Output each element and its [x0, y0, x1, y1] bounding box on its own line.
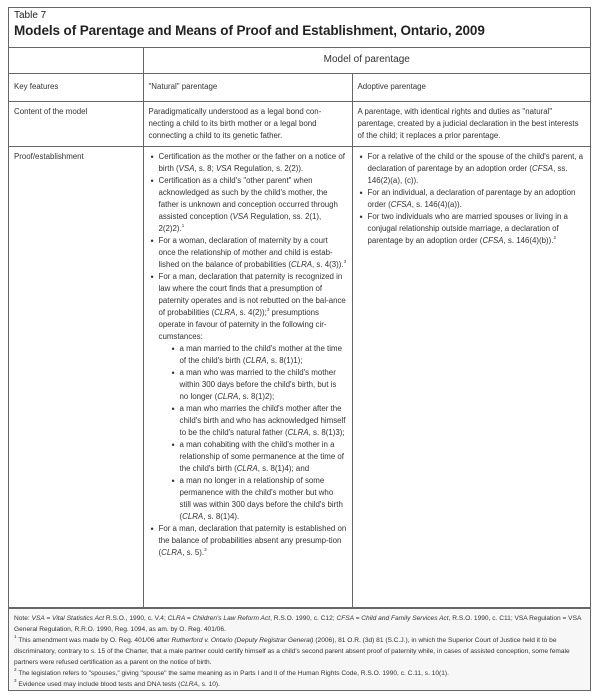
footnote	[14, 635, 585, 668]
text-segment: presumptions operate in favour of paternity in the following cir-cumstances:	[158, 308, 327, 341]
text-segment: , s. 10).	[197, 681, 220, 688]
table-title: Models of Parentage and Means of Proof and Establishment, Ontario, 2009	[14, 23, 485, 38]
text-segment: , s. 8(1)1);	[266, 356, 303, 365]
text-segment: a man no longer in a relationship of some permanence with the child's mother but who still was within 300 days before the child's birth (	[179, 476, 343, 521]
list-item	[159, 151, 347, 175]
text-segment: a man who marries the child's mother after the child's birth and who has acknowledged himself to be the child's natural father (	[179, 404, 346, 437]
footnote-ref: 3	[266, 307, 270, 312]
text-segment: , s. 146(4)(a)).	[411, 200, 462, 209]
group-header-row	[9, 48, 590, 74]
text-segment: , s. 146(4)(b)).	[503, 236, 554, 245]
text-segment: a man cohabiting with the child's mother in a relationship of some permanence at the time of the child's birth (	[179, 440, 344, 473]
text-segment: , s. 4(2));	[235, 308, 267, 317]
list-item	[159, 175, 347, 235]
proof-adoptive	[352, 147, 590, 608]
text-segment: Regulation, s. 2(2)).	[231, 164, 304, 173]
footnote-ref: 3	[14, 678, 17, 683]
list-item	[368, 187, 586, 211]
list-item	[159, 235, 347, 271]
table-caption	[9, 8, 590, 48]
list-item	[159, 523, 347, 559]
text-segment: Note:	[14, 615, 32, 622]
text-segment: For a woman, declaration of maternity by a court once the relationship of mother and child is estab-lished on the balance of probabilities (	[158, 236, 333, 269]
italic-text: Rutherford v. Ontario (Deputy Registrar General)	[171, 637, 314, 644]
italic-text: CFSA	[482, 236, 504, 245]
list-item	[368, 211, 586, 247]
italic-text: CLRA	[290, 260, 313, 269]
italic-text: VSA	[178, 164, 195, 173]
model-of-parentage-header: Model of parentage	[143, 48, 590, 74]
italic-text: CLRA	[180, 681, 198, 688]
text-segment: The legislation refers to "spouses," giving "spouse" the same meaning as in Parts I and II of the Human Rights Code, R.S.O. 1990, c. C.11, s. 10(1).	[16, 670, 449, 677]
natural-proof-list	[149, 151, 347, 559]
adoptive-proof-list	[358, 151, 586, 247]
footnote-ref: 3	[204, 547, 207, 552]
italic-text: CFSA	[532, 164, 554, 173]
italic-text: VSA	[215, 164, 232, 173]
table-notes	[9, 608, 590, 694]
footnote-ref: 3	[343, 259, 347, 264]
content-adoptive: A parentage, with identical rights and duties as "natural" parentage, created by a judicial declaration in the best interests of the child; it replaces a prior parentage.	[352, 102, 590, 147]
text-segment: , s. 8;	[194, 164, 216, 173]
presumption-item	[180, 343, 347, 367]
header-adoptive-parentage: Adoptive parentage	[352, 74, 590, 102]
footnote-ref: 1	[181, 223, 185, 228]
empty-header-cell	[9, 48, 143, 74]
footnote-ref: 2	[14, 667, 17, 672]
italic-text: CLRA	[182, 512, 204, 521]
italic-text: CFSA = Child and Family Services Act	[336, 615, 449, 622]
row-label-proof: Proof/establishment	[9, 147, 143, 608]
text-segment: , s. 8(1)4); and	[257, 464, 310, 473]
text-segment: Evidence used may include blood tests and DNA tests (	[16, 681, 181, 688]
italic-text: CLRA	[236, 464, 258, 473]
text-segment: For two individuals who are married spouses or living in a conjugal relationship outside marriage, a declaration of parentage by an adoption order (	[367, 212, 568, 245]
italic-text: CLRA	[217, 392, 239, 401]
table-row-proof	[9, 147, 590, 608]
italic-text: CFSA	[390, 200, 412, 209]
italic-text: CLRA	[287, 428, 309, 437]
text-segment: R.S.O., 1990, c. V.4;	[104, 615, 168, 622]
italic-text: VSA = Vital Statistics Act	[31, 615, 105, 622]
text-segment: , s. 8(1)3);	[308, 428, 345, 437]
row-label-content: Content of the model	[9, 102, 143, 147]
text-segment: Certification as a child's "other parent" when acknowledged as such by the child's mother, the father is unknown and conception occurred through assisted conception (	[158, 176, 338, 221]
text-segment: , R.S.O. 1990, c. C12;	[270, 615, 337, 622]
text-segment: (2006), 81 O.R. (3d) 81 (S.C.J.), in which the Superior Court of Justice held it to be discriminatory, contrary to s. 15 of the Charter, that a male partner could certify himself as a child's second parent absent proof of paternity while, in cases of assisted conception, some female partners were refused certification as a parent on the notice of birth.	[14, 637, 570, 666]
footnote	[14, 613, 585, 635]
text-segment: , s. 8(1)2);	[238, 392, 275, 401]
header-natural-parentage: "Natural" parentage	[143, 74, 352, 102]
text-segment: a man who was married to the child's mother within 300 days before the child's birth, but is no longer (	[179, 368, 337, 401]
column-header-row	[9, 74, 590, 102]
italic-text: CLRA = Children's Law Reform Act	[167, 615, 271, 622]
text-segment: , s. 8(1)4).	[203, 512, 240, 521]
text-segment: a man married to the child's mother at the time of the child's birth (	[179, 344, 342, 365]
presumption-list	[159, 343, 347, 523]
text-segment: For a man, declaration that paternity is established on the balance of probabilities absent any presump-tion (	[158, 524, 347, 557]
proof-natural	[143, 147, 352, 608]
text-segment: This amendment was made by O. Reg. 401/06 after	[16, 637, 172, 644]
presumption-item	[180, 439, 347, 475]
parentage-table	[9, 48, 590, 608]
text-segment: , s. 4(3)).	[312, 260, 344, 269]
text-segment: Regulation, ss. 2(1), 2(2)2).	[158, 212, 322, 233]
text-segment: For a man, declaration that paternity is recognized in law where the court finds that a presumption of paternity operates and is not rebutted on the bal-ance of probabilities (	[158, 272, 346, 317]
text-segment: , s. 5).	[182, 548, 205, 557]
text-segment: , R.S.O. 1990, c. C11; VSA Regulation = VSA General Regulation, R.R.O. 1990, Reg. 1094, as am. by O. Reg. 401/06.	[14, 615, 582, 633]
presumption-item	[180, 367, 347, 403]
header-key-features: Key features	[9, 74, 143, 102]
presumption-item	[180, 403, 347, 439]
text-segment: For a relative of the child or the spouse of the child's parent, a declaration of parentage by an adoption order (	[367, 152, 584, 173]
table-row-content	[9, 102, 590, 147]
italic-text: CLRA	[245, 356, 267, 365]
table-number: Table 7	[14, 10, 47, 21]
text-segment: Certification as the mother or the father on a notice of birth (	[158, 152, 345, 173]
list-item	[159, 271, 347, 523]
footnote-ref: 1	[14, 634, 17, 639]
italic-text: CLRA	[214, 308, 236, 317]
presumption-item	[180, 475, 347, 523]
text-segment: , ss. 146(2)(a), (c)).	[367, 164, 568, 185]
content-natural: Paradigmatically understood as a legal bond con-necting a child to its birth mother or a legal bond connecting a child to its genetic father.	[143, 102, 352, 147]
footnote-ref: 2	[553, 235, 556, 240]
italic-text: CLRA	[161, 548, 183, 557]
italic-text: VSA	[232, 212, 249, 221]
text-segment: For an individual, a declaration of parentage by an adoption order (	[367, 188, 576, 209]
list-item	[368, 151, 586, 187]
footnote	[14, 679, 585, 690]
footnote	[14, 668, 585, 679]
table-figure	[8, 7, 591, 691]
